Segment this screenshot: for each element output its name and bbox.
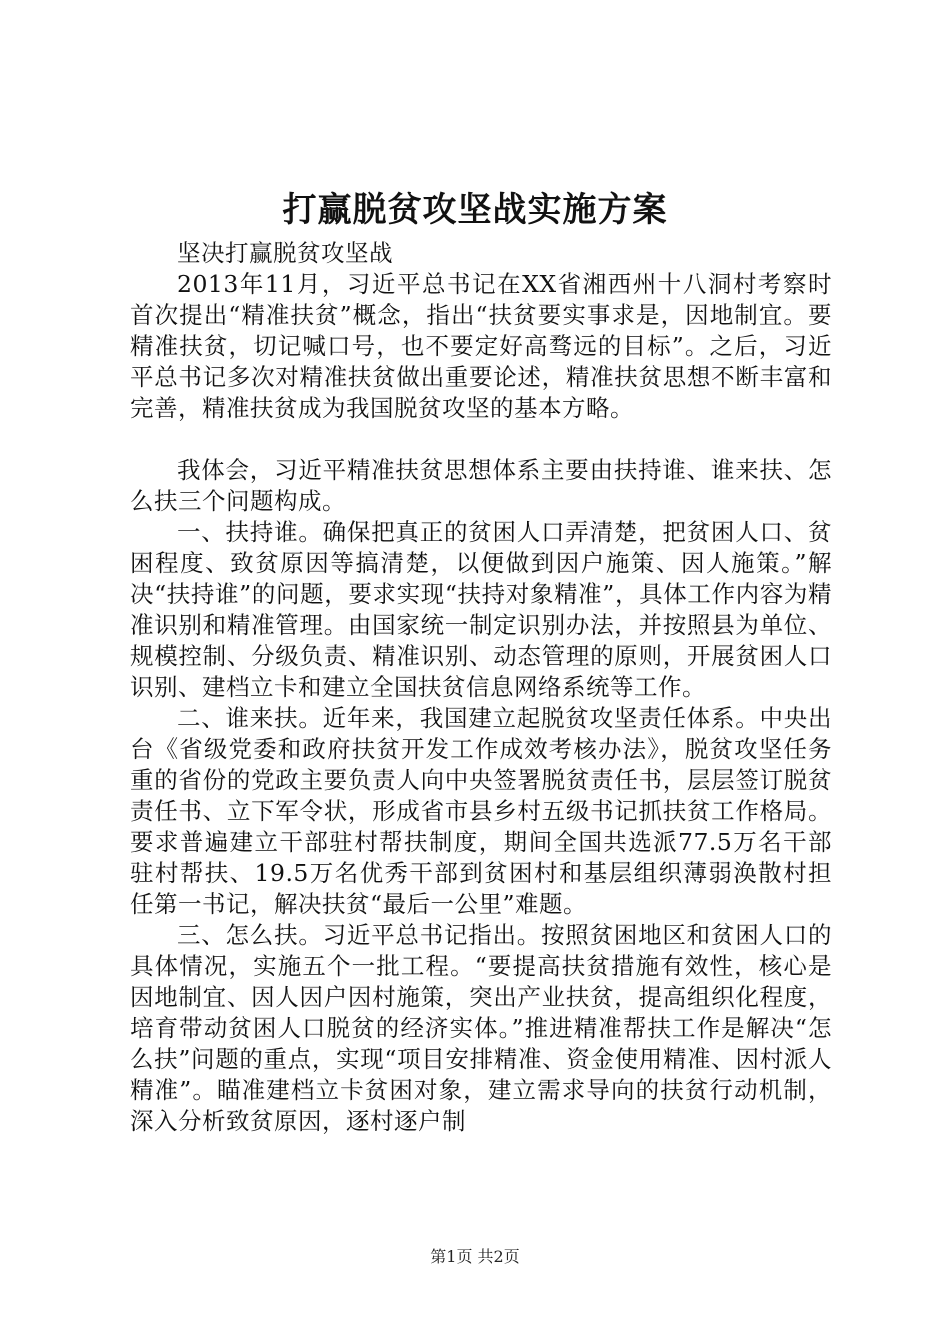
page-number-footer: 第1页 共2页 [430,1247,520,1266]
document-body [130,238,832,1137]
body-paragraph: 我体会，习近平精准扶贫思想体系主要由扶持谁、谁来扶、怎么扶三个问题构成。 [130,456,832,515]
body-paragraph: 三、怎么扶。习近平总书记指出。按照贫困地区和贫困人口的具体情况，实施五个一批工程。“要提高扶贫措施有效性，核心是因地制宜、因人因户因村施策，突出产业扶贫，提高组织化程度，培育带动贫困人口脱贫的经济实体。”推进精准帮扶工作是解决“怎么扶”问题的重点，实现“项目安排精准、资金使用精准、因村派人精准”。瞄准建档立卡贫困对象，建立需求导向的扶贫行动机制，深入分析致贫原因，逐村逐户制 [130,921,832,1135]
body-paragraph: 一、扶持谁。确保把真正的贫困人口弄清楚，把贫困人口、贫困程度、致贫原因等搞清楚，以便做到因户施策、因人施策。”解决“扶持谁”的问题，要求实现“扶持对象精准”，具体工作内容为精准识别和精准管理。由国家统一制定识别办法，并按照县为单位、规模控制、分级负责、精准识别、动态管理的原则，开展贫困人口识别、建档立卡和建立全国扶贫信息网络系统等工作。 [130,518,832,701]
document-title: 打赢脱贫攻坚战实施方案 [282,190,668,230]
body-paragraph: 2013年11月，习近平总书记在XX省湘西州十八洞村考察时首次提出“精准扶贫”概念，指出“扶贫要实事求是，因地制宜。要精准扶贫，切记喊口号，也不要定好高骛远的目标”。之后，习近平总书记多次对精准扶贫做出重要论述，精准扶贫思想不断丰富和完善，精准扶贫成为我国脱贫攻坚的基本方略。 [130,270,832,422]
body-paragraph: 二、谁来扶。近年来，我国建立起脱贫攻坚责任体系。中央出台《省级党委和政府扶贫开发工作成效考核办法》，脱贫攻坚任务重的省份的党政主要负责人向中央签署脱贫责任书，层层签订脱贫责任书、立下军令状，形成省市县乡村五级书记抓扶贫工作格局。要求普遍建立干部驻村帮扶制度，期间全国共选派77.5万名干部驻村帮扶、19.5万名优秀干部到贫困村和基层组织薄弱涣散村担任第一书记，解决扶贫“最后一公里”难题。 [130,704,832,918]
subtitle-paragraph: 坚决打赢脱贫攻坚战 [177,239,393,267]
